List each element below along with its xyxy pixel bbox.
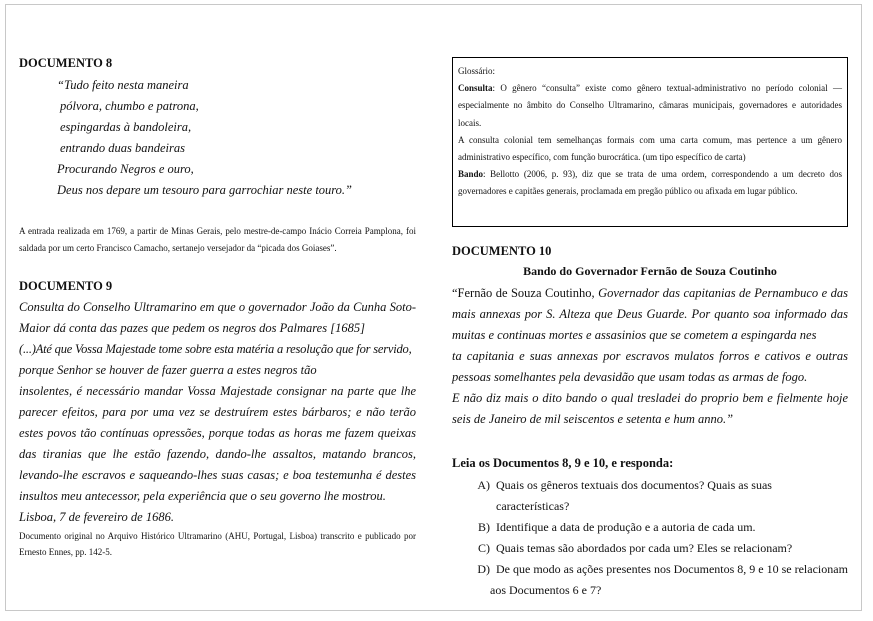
doc9-text-line: (...)Até que Vossa Majestade tome sobre esta matéria a resolução que for servido, (19, 342, 412, 356)
doc10-line3 (452, 388, 848, 430)
doc9-date: Lisboa, 7 de fevereiro de 1686. (19, 510, 174, 524)
glossary-bando (458, 166, 842, 200)
question-text: Quais temas são abordados por cada um? Eles se relacionam? (496, 541, 793, 555)
poem-line: espingardas à bandoleira, (60, 120, 192, 134)
doc9-text-line: porque Senhor se houver de fazer guerra a estes negros tão (19, 363, 317, 377)
questions-prompt: Leia os Documentos 8, 9 e 10, e responda: (452, 456, 674, 470)
doc10-opening (452, 283, 848, 346)
left-column (19, 56, 416, 560)
glossary-consulta (458, 80, 842, 132)
glossary-definition: : O gênero “consulta” existe como gênero textual-administrativo no período colonial — especialmente no âmbito do Conselho Ultramarino, câmaras municipais, governadores e autoridades locais. (458, 83, 842, 128)
question-letter: A) (477, 478, 490, 492)
glossary-term: Bando (458, 169, 484, 180)
doc10-subtitle: Bando do Governador Fernão de Souza Coutinho (523, 264, 777, 278)
question-text: Identifique a data de produção e a autoria de cada um. (496, 520, 756, 534)
question-item (452, 517, 848, 538)
doc10-heading: DOCUMENTO 10 (452, 244, 552, 258)
glossary-term: Consulta (458, 83, 493, 94)
doc10-section (452, 244, 848, 430)
poem-line: entrando duas bandeiras (60, 141, 185, 155)
question-letter: B) (478, 520, 490, 534)
doc9-source: Documento original no Arquivo Histórico Ultramarino (AHU, Portugal, Lisboa) transcrito e publicado por Ernesto Ennes, pp. 142-5. (19, 531, 416, 557)
glossary-label: Glossário: (458, 66, 495, 76)
doc10-line3-text: E não diz mais o dito bando o qual tresladei do proprio bem e fielmente hoje seis de Janeiro de mil seiscentos e setenta e hum anno.” (452, 391, 848, 426)
question-d-continuation: aos Documentos 6 e 7? (490, 583, 602, 597)
glossary-consulta-extra: A consulta colonial tem semelhanças formais com uma carta comum, mas pertence a um gênero administrativo específico, com função burocrática. (um tipo específico de carta) (458, 134, 842, 163)
doc10-line2-text: ta capitania e suas annexas por escravos mulatos forros e cativos e outras pessoas somelhantes pela devasidão que usam todas as armas de fogo. (452, 349, 848, 384)
doc9-text-body: insolentes, é necessário mandar Vossa Majestade consignar na parte que lhe parecer efeitos, para por uma vez se destruírem estes bárbaros; e não terão estes povos tão contínuas opressões, porque todas as horas me fazem queixas das tiranias que lhe estão fazendo, dando-lhe assaltos, matando brancos, levando-lhe escravos e saqueando-lhes suas casas; e boa testemunha é destes insultos meu antecessor, pela experiência que o seu governo lhe mostrou. (19, 384, 416, 503)
question-letter: C) (478, 541, 490, 555)
doc10-opening-plain: “Fernão de Souza Coutinho, (452, 286, 599, 300)
doc9-heading: DOCUMENTO 9 (19, 279, 113, 293)
poem-line: “Tudo feito nesta maneira (57, 78, 189, 92)
doc8-note: A entrada realizada em 1769, a partir de Minas Gerais, pelo mestre-de-campo Inácio Correia Pamplona, foi saldada por um certo Francisco Camacho, sertanejo versejador da “picada dos Goiases”. (19, 226, 416, 253)
doc10-opening-italic: Governador das capitanias de Pernambuco e das mais annexas por S. Alteza que Deus Guarde. Por quanto soa informado das muitas e continuas mortes e assasinios que se cometem a espingarda nes (452, 286, 848, 342)
doc8-heading: DOCUMENTO 8 (19, 56, 113, 70)
poem-line: Procurando Negros e ouro, (57, 162, 194, 176)
poem-line: Deus nos depare um tesouro para garrochiar neste touro.” (57, 183, 353, 197)
question-item (452, 475, 848, 517)
glossary-box (452, 57, 848, 227)
questions-section (452, 456, 848, 601)
question-text: Quais os gêneros textuais dos documentos? Quais as suas características? (496, 478, 772, 513)
glossary-definition: : Bellotto (2006, p. 93), diz que se trata de uma ordem, correspondendo a um decreto dos governadores e capitães generais, proclamada em pregão público ou afixada em lugar público. (458, 169, 842, 197)
doc10-line2 (452, 346, 848, 388)
question-item (452, 559, 848, 580)
question-text: De que modo as ações presentes nos Documentos 8, 9 e 10 se relacionam (496, 562, 848, 576)
question-letter: D) (477, 562, 490, 576)
question-item (452, 538, 848, 559)
questions-list (452, 475, 848, 580)
doc9-title: Consulta do Conselho Ultramarino em que o governador João da Cunha Soto-Maior dá conta das pazes que pedem os negros dos Palmares [1685] (19, 300, 416, 335)
poem-line: pólvora, chumbo e patrona, (60, 99, 199, 113)
doc8-poem (19, 75, 416, 201)
